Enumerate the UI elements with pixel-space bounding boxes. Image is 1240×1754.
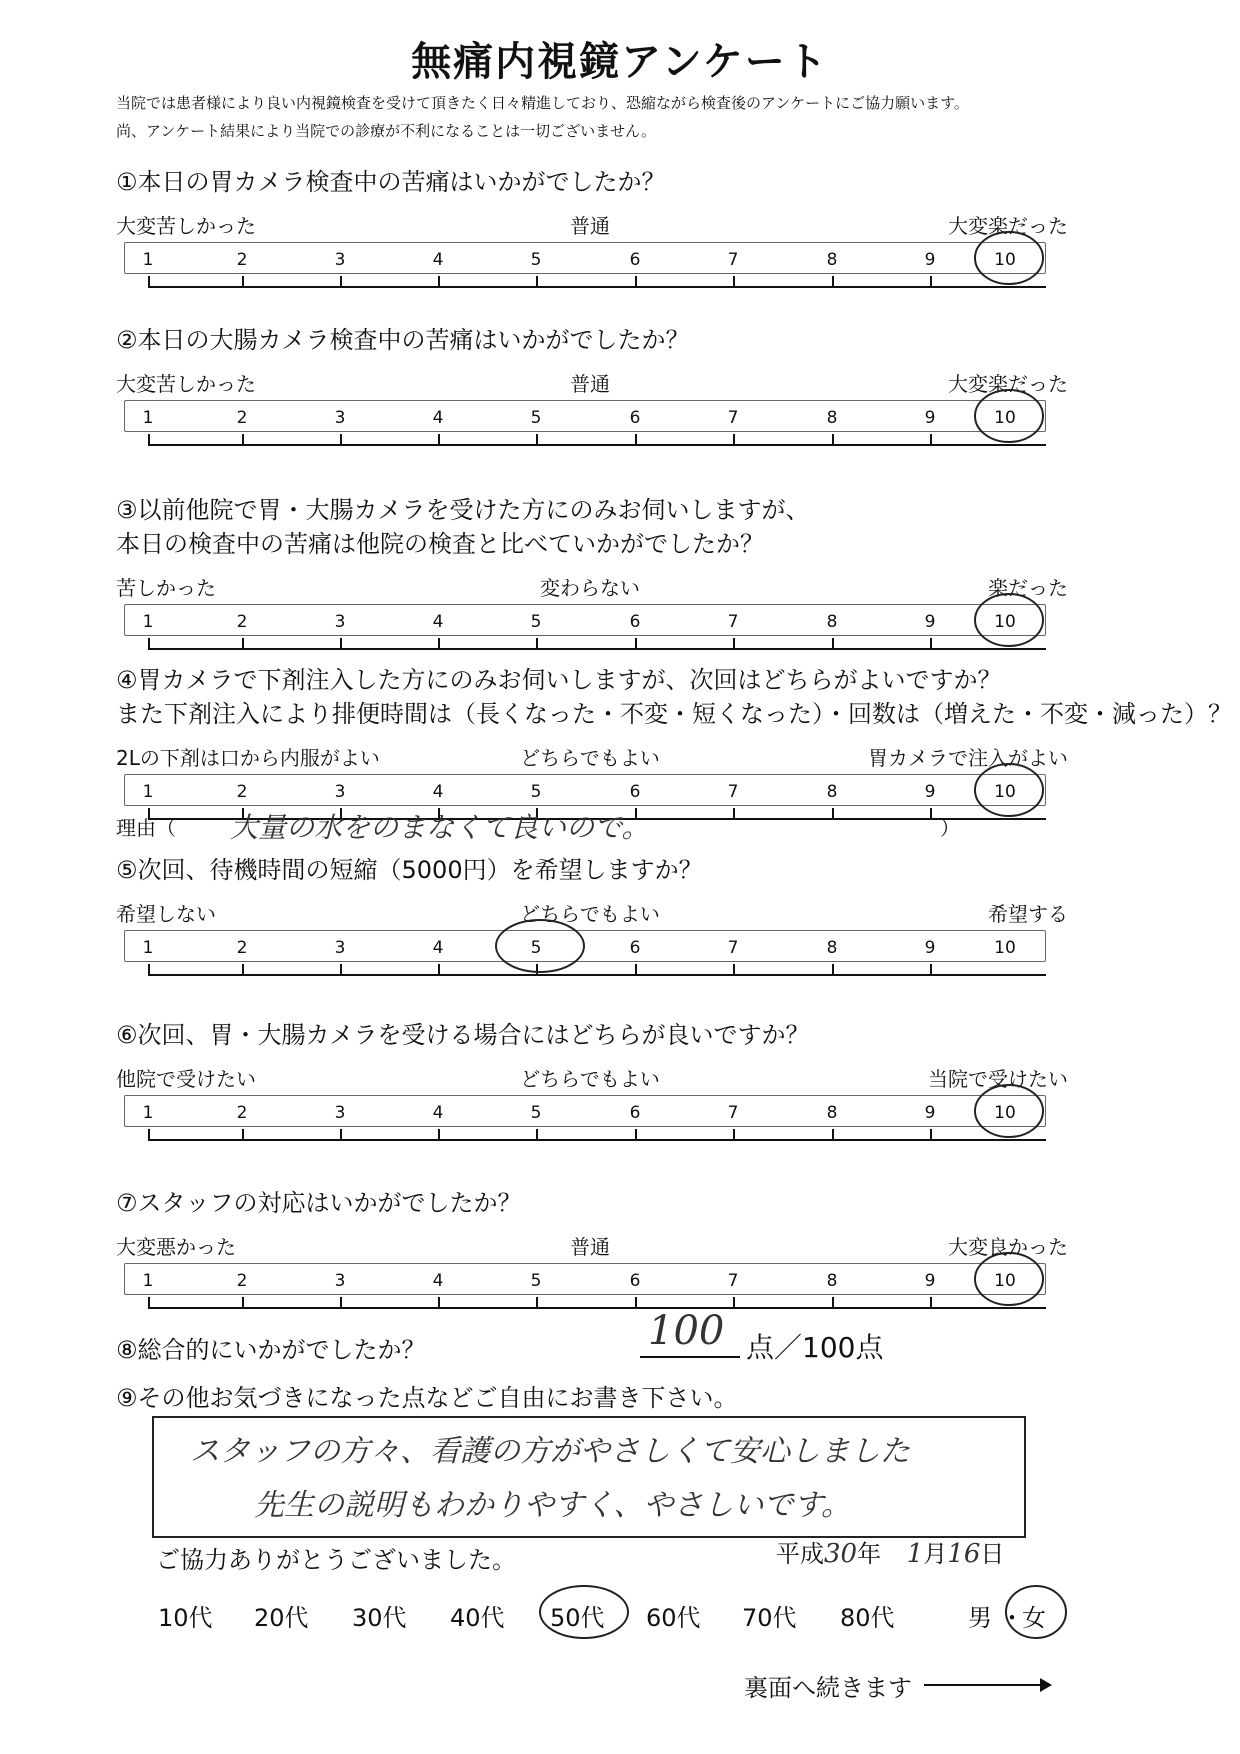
scale-option-9[interactable]: 9: [924, 612, 936, 632]
scale-option-8[interactable]: 8: [826, 1271, 838, 1291]
scale-option-6[interactable]: 6: [629, 938, 641, 958]
scale-right-label: 大変良かった: [948, 1235, 1068, 1259]
question-8: ⑧総合的にいかがでしたか？: [116, 1336, 426, 1364]
sex-male[interactable]: 男: [968, 1604, 992, 1632]
scale-left-label: 希望しない: [116, 902, 216, 926]
reason-close: ）: [940, 816, 960, 840]
scale-option-3[interactable]: 3: [334, 612, 346, 632]
scale-option-7[interactable]: 7: [727, 408, 739, 428]
scale-option-2[interactable]: 2: [236, 1103, 248, 1123]
page-title: 無痛内視鏡アンケート: [411, 39, 829, 85]
scale-mid-label: 普通: [570, 214, 610, 238]
scale-option-3[interactable]: 3: [334, 408, 346, 428]
scale-option-5[interactable]: 5: [530, 1271, 542, 1291]
scale-mid-label: どちらでもよい: [520, 746, 660, 770]
scale-option-4[interactable]: 4: [432, 1103, 444, 1123]
answer-circle: [975, 1253, 1043, 1305]
age-option[interactable]: 50代: [550, 1604, 605, 1632]
intro-line-1: 当院では患者様により良い内視鏡検査を受けて頂きたく日々精進しており、恐縮ながら検査後のアンケートにご協力願います。: [116, 94, 969, 112]
scale-option-10[interactable]: 10: [994, 408, 1016, 428]
scale-option-5[interactable]: 5: [530, 782, 542, 802]
scale-mid-label: 変わらない: [540, 576, 640, 600]
age-option[interactable]: 80代: [840, 1604, 895, 1632]
question-3-text: 本日の検査中の苦痛は他院の検査と比べていかがでしたか？: [116, 530, 764, 558]
scale-option-5[interactable]: 5: [530, 1103, 542, 1123]
sex-separator: ・: [1000, 1604, 1024, 1632]
date-day[interactable]: 16: [947, 1539, 981, 1569]
scale-left-label: 大変苦しかった: [116, 372, 256, 396]
question-3-text: ③以前他院で胃・大腸カメラを受けた方にのみお伺いしますが、: [116, 496, 810, 524]
scale-option-9[interactable]: 9: [924, 782, 936, 802]
scale-option-3[interactable]: 3: [334, 938, 346, 958]
scale-option-10[interactable]: 10: [994, 938, 1016, 958]
scale-option-4[interactable]: 4: [432, 250, 444, 270]
question-7-text: ⑦スタッフの対応はいかがでしたか？: [116, 1189, 522, 1217]
scale-mid-label: どちらでもよい: [520, 1067, 660, 1091]
sex-female[interactable]: 女: [1022, 1604, 1046, 1632]
scale-right-label: 当院で受けたい: [928, 1067, 1068, 1091]
scale-left-label: 2Lの下剤は口から内服がよい: [116, 746, 380, 770]
date-year[interactable]: 30: [824, 1539, 858, 1569]
scale-mid-label: 普通: [570, 372, 610, 396]
scale-option-3[interactable]: 3: [334, 782, 346, 802]
answer-circle: [975, 232, 1043, 284]
scale-option-4[interactable]: 4: [432, 408, 444, 428]
scale-left-label: 大変苦しかった: [116, 214, 256, 238]
scale-mid-label: 普通: [570, 1235, 610, 1259]
scale-option-10[interactable]: 10: [994, 782, 1016, 802]
scale-option-3[interactable]: 3: [334, 250, 346, 270]
sex-selected-circle: [1006, 1586, 1066, 1638]
age-option[interactable]: 20代: [254, 1604, 309, 1632]
scale-mid-label: どちらでもよい: [520, 902, 660, 926]
scale-option-1[interactable]: 1: [142, 782, 154, 802]
comment-line-2: 先生の説明もわかりやすく、やさしいです。: [254, 1488, 851, 1523]
age-option[interactable]: 10代: [158, 1604, 213, 1632]
scale-option-5[interactable]: 5: [530, 250, 542, 270]
thanks-text: ご協力ありがとうございました。: [156, 1546, 516, 1574]
scale-option-6[interactable]: 6: [629, 612, 641, 632]
scale-right-label: 楽だった: [988, 576, 1068, 600]
scale-option-6[interactable]: 6: [629, 1103, 641, 1123]
scale-option-2[interactable]: 2: [236, 1271, 248, 1291]
scale-option-10[interactable]: 10: [994, 612, 1016, 632]
scale-option-5[interactable]: 5: [530, 408, 542, 428]
scale-option-6[interactable]: 6: [629, 782, 641, 802]
scale-right-label: 希望する: [988, 902, 1068, 926]
intro-line-2: 尚、アンケート結果により当院での診療が不利になることは一切ございません。: [116, 122, 657, 140]
scale-option-6[interactable]: 6: [629, 408, 641, 428]
total-score[interactable]: 100: [648, 1308, 725, 1354]
scale-option-1[interactable]: 1: [142, 250, 154, 270]
scale-option-9[interactable]: 9: [924, 250, 936, 270]
age-option[interactable]: 40代: [450, 1604, 505, 1632]
continue-text: 裏面へ続きます: [744, 1674, 912, 1702]
score-suffix: 点／100点: [746, 1331, 884, 1364]
scale-right-label: 大変楽だった: [948, 214, 1068, 238]
scale-option-4[interactable]: 4: [432, 938, 444, 958]
scale-option-9[interactable]: 9: [924, 408, 936, 428]
scale-option-1[interactable]: 1: [142, 408, 154, 428]
scale-option-8[interactable]: 8: [826, 938, 838, 958]
scale-left-label: 苦しかった: [116, 576, 216, 600]
scale-option-4[interactable]: 4: [432, 1271, 444, 1291]
date-year-unit: 年: [857, 1540, 882, 1568]
question-4-text: また下剤注入により排便時間は（長くなった・不変・短くなった）・回数は（増えた・不変・減った）？: [116, 700, 1232, 728]
scale-option-4[interactable]: 4: [432, 612, 444, 632]
date-month[interactable]: 1: [906, 1539, 924, 1569]
question-9: ⑨その他お気づきになった点などご自由にお書き下さい。: [116, 1384, 738, 1412]
scale-option-5[interactable]: 5: [530, 612, 542, 632]
scale-option-10[interactable]: 10: [994, 1103, 1016, 1123]
scale-option-5[interactable]: 5: [530, 938, 542, 958]
scale-option-9[interactable]: 9: [924, 1271, 936, 1291]
scale-right-label: 大変楽だった: [948, 372, 1068, 396]
scale-option-7[interactable]: 7: [727, 938, 739, 958]
scale-option-2[interactable]: 2: [236, 612, 248, 632]
scale-option-8[interactable]: 8: [826, 782, 838, 802]
scale-option-6[interactable]: 6: [629, 1271, 641, 1291]
answer-circle: [975, 764, 1043, 816]
age-option[interactable]: 70代: [742, 1604, 797, 1632]
date-month-unit: 月: [923, 1540, 948, 1568]
answer-circle: [975, 390, 1043, 442]
scale-right-label: 胃カメラで注入がよい: [868, 746, 1068, 770]
scale-option-8[interactable]: 8: [826, 1103, 838, 1123]
scale-left-label: 大変悪かった: [116, 1235, 236, 1259]
scale-option-10[interactable]: 10: [994, 250, 1016, 270]
scale-option-2[interactable]: 2: [236, 938, 248, 958]
scale-option-7[interactable]: 7: [727, 612, 739, 632]
scale-option-7[interactable]: 7: [727, 250, 739, 270]
age-option[interactable]: 60代: [646, 1604, 701, 1632]
scale-option-7[interactable]: 7: [727, 782, 739, 802]
scale-option-2[interactable]: 2: [236, 408, 248, 428]
answer-circle: [975, 594, 1043, 646]
scale-option-4[interactable]: 4: [432, 782, 444, 802]
scale-option-3[interactable]: 3: [334, 1271, 346, 1291]
question-6-text: ⑥次回、胃・大腸カメラを受ける場合にはどちらが良いですか？: [116, 1021, 810, 1049]
scale-option-7[interactable]: 7: [727, 1271, 739, 1291]
answer-circle: [496, 920, 584, 972]
scale-option-9[interactable]: 9: [924, 1103, 936, 1123]
question-1-text: ①本日の胃カメラ検査中の苦痛はいかがでしたか？: [116, 168, 666, 196]
scale-left-label: 他院で受けたい: [116, 1067, 256, 1091]
scale-option-1[interactable]: 1: [142, 1103, 154, 1123]
question-5-text: ⑤次回、待機時間の短縮（5000円）を希望しますか？: [116, 856, 703, 884]
scale-option-10[interactable]: 10: [994, 1271, 1016, 1291]
reason-label: 理由（: [116, 816, 176, 840]
question-4-text: ④胃カメラで下剤注入した方にのみお伺いしますが、次回はどちらがよいですか？: [116, 666, 1002, 694]
date-day-unit: 日: [980, 1540, 1005, 1568]
scale-option-8[interactable]: 8: [826, 612, 838, 632]
age-selected-circle: [540, 1586, 628, 1638]
scale-option-3[interactable]: 3: [334, 1103, 346, 1123]
scale-option-2[interactable]: 2: [236, 250, 248, 270]
scale-option-2[interactable]: 2: [236, 782, 248, 802]
scale-option-6[interactable]: 6: [629, 250, 641, 270]
scale-option-9[interactable]: 9: [924, 938, 936, 958]
age-option[interactable]: 30代: [352, 1604, 407, 1632]
scale-option-7[interactable]: 7: [727, 1103, 739, 1123]
reason-text[interactable]: 大量の水をのまなくて良いので。: [230, 811, 650, 844]
question-2-text: ②本日の大腸カメラ検査中の苦痛はいかがでしたか？: [116, 326, 690, 354]
scale-option-1[interactable]: 1: [142, 1271, 154, 1291]
date-era: 平成: [776, 1540, 824, 1568]
scale-option-1[interactable]: 1: [142, 938, 154, 958]
scale-option-1[interactable]: 1: [142, 612, 154, 632]
comment-line-1: スタッフの方々、看護の方がやさしくて安心しました: [190, 1434, 910, 1469]
scale-option-8[interactable]: 8: [826, 250, 838, 270]
scale-option-8[interactable]: 8: [826, 408, 838, 428]
answer-circle: [975, 1085, 1043, 1137]
